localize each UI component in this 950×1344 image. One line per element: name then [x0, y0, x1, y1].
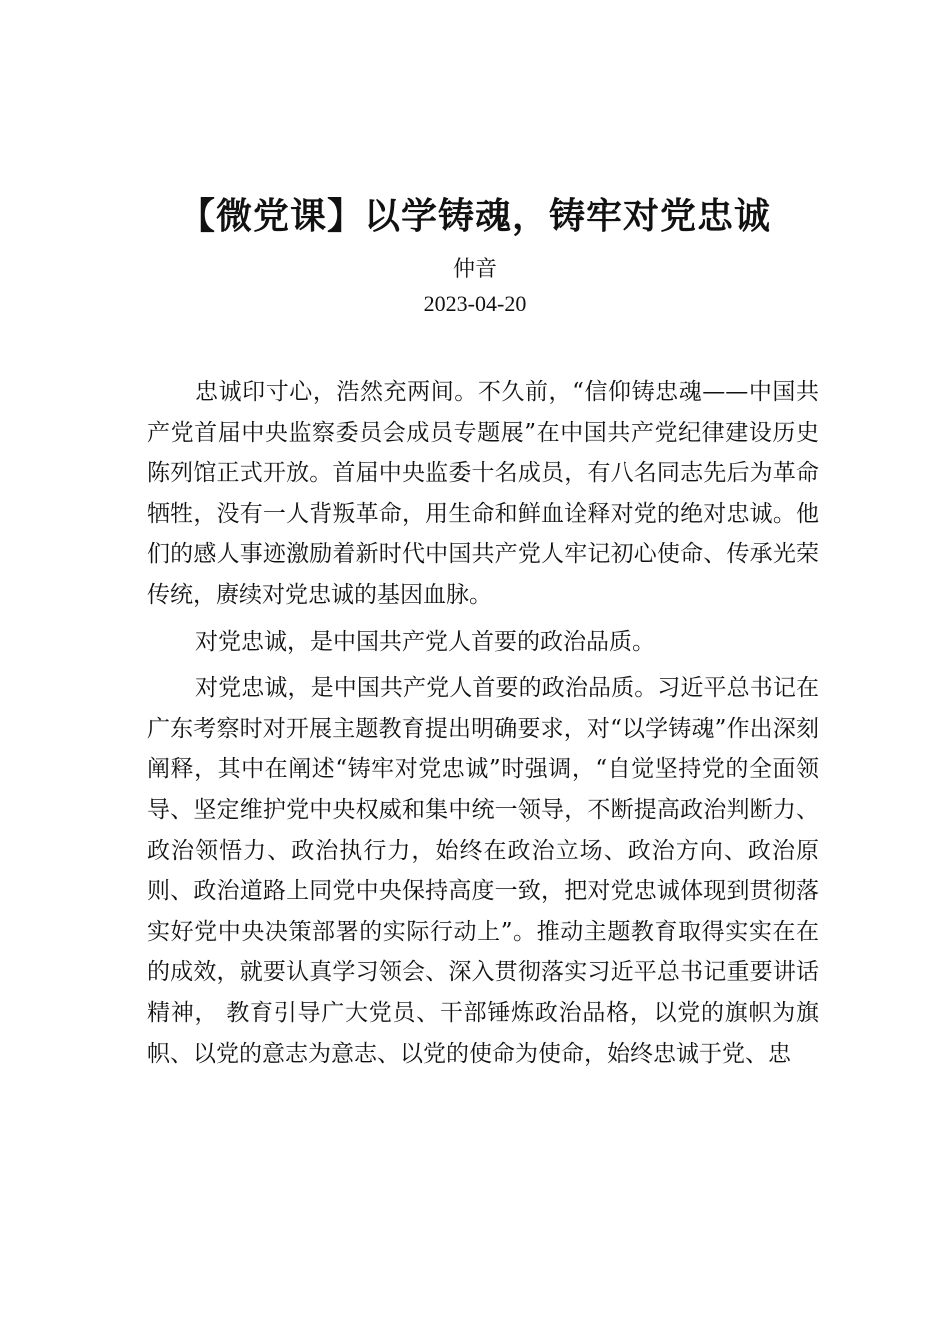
article-title: 【微党课】以学铸魂，铸牢对党忠诚	[178, 195, 771, 237]
paragraph-3: 对党忠诚，是中国共产党人首要的政治品质。习近平总书记在广东考察时对开展主题教育提出明确要求，对“以学铸魂”作出深刻阐释，其中在阐述“铸牢对党忠诚”时强调，“自觉坚持党的全面领导、坚定维护党中央权威和集中统一领导，不断提高政治判断力、政治领悟力、政治执行力，始终在政治立场、政治方向、政治原则、政治道路上同党中央保持高度一致，把对党忠诚体现到贯彻落实好党中央决策部署的实际行动上”。推动主题教育取得实实在在的成效，就要认真学习领会、深入贯彻落实习近平总书记重要讲话精神， 教育引导广大党员、干部锤炼政治品格，以党的旗帜为旗帜、以党的意志为意志、以党的使命为使命，始终忠诚于党、忠	[147, 675, 819, 1067]
article-body	[147, 372, 819, 1074]
article-date: 2023-04-20	[423, 291, 527, 316]
paragraph-2: 对党忠诚，是中国共产党人首要的政治品质。	[195, 628, 655, 655]
paragraph-1: 忠诚印寸心，浩然充两间。不久前，“信仰铸忠魂——中国共产党首届中央监察委员会成员专题展”在中国共产党纪律建设历史陈列馆正式开放。首届中央监委十名成员，有八名同志先后为革命牺牲，没有一人背叛革命，用生命和鲜血诠释对党的绝对忠诚。他们的感人事迹激励着新时代中国共产党人牢记初心使命、传承光荣传统，赓续对党忠诚的基因血脉。	[147, 379, 819, 608]
article-author: 仲音	[452, 257, 497, 282]
